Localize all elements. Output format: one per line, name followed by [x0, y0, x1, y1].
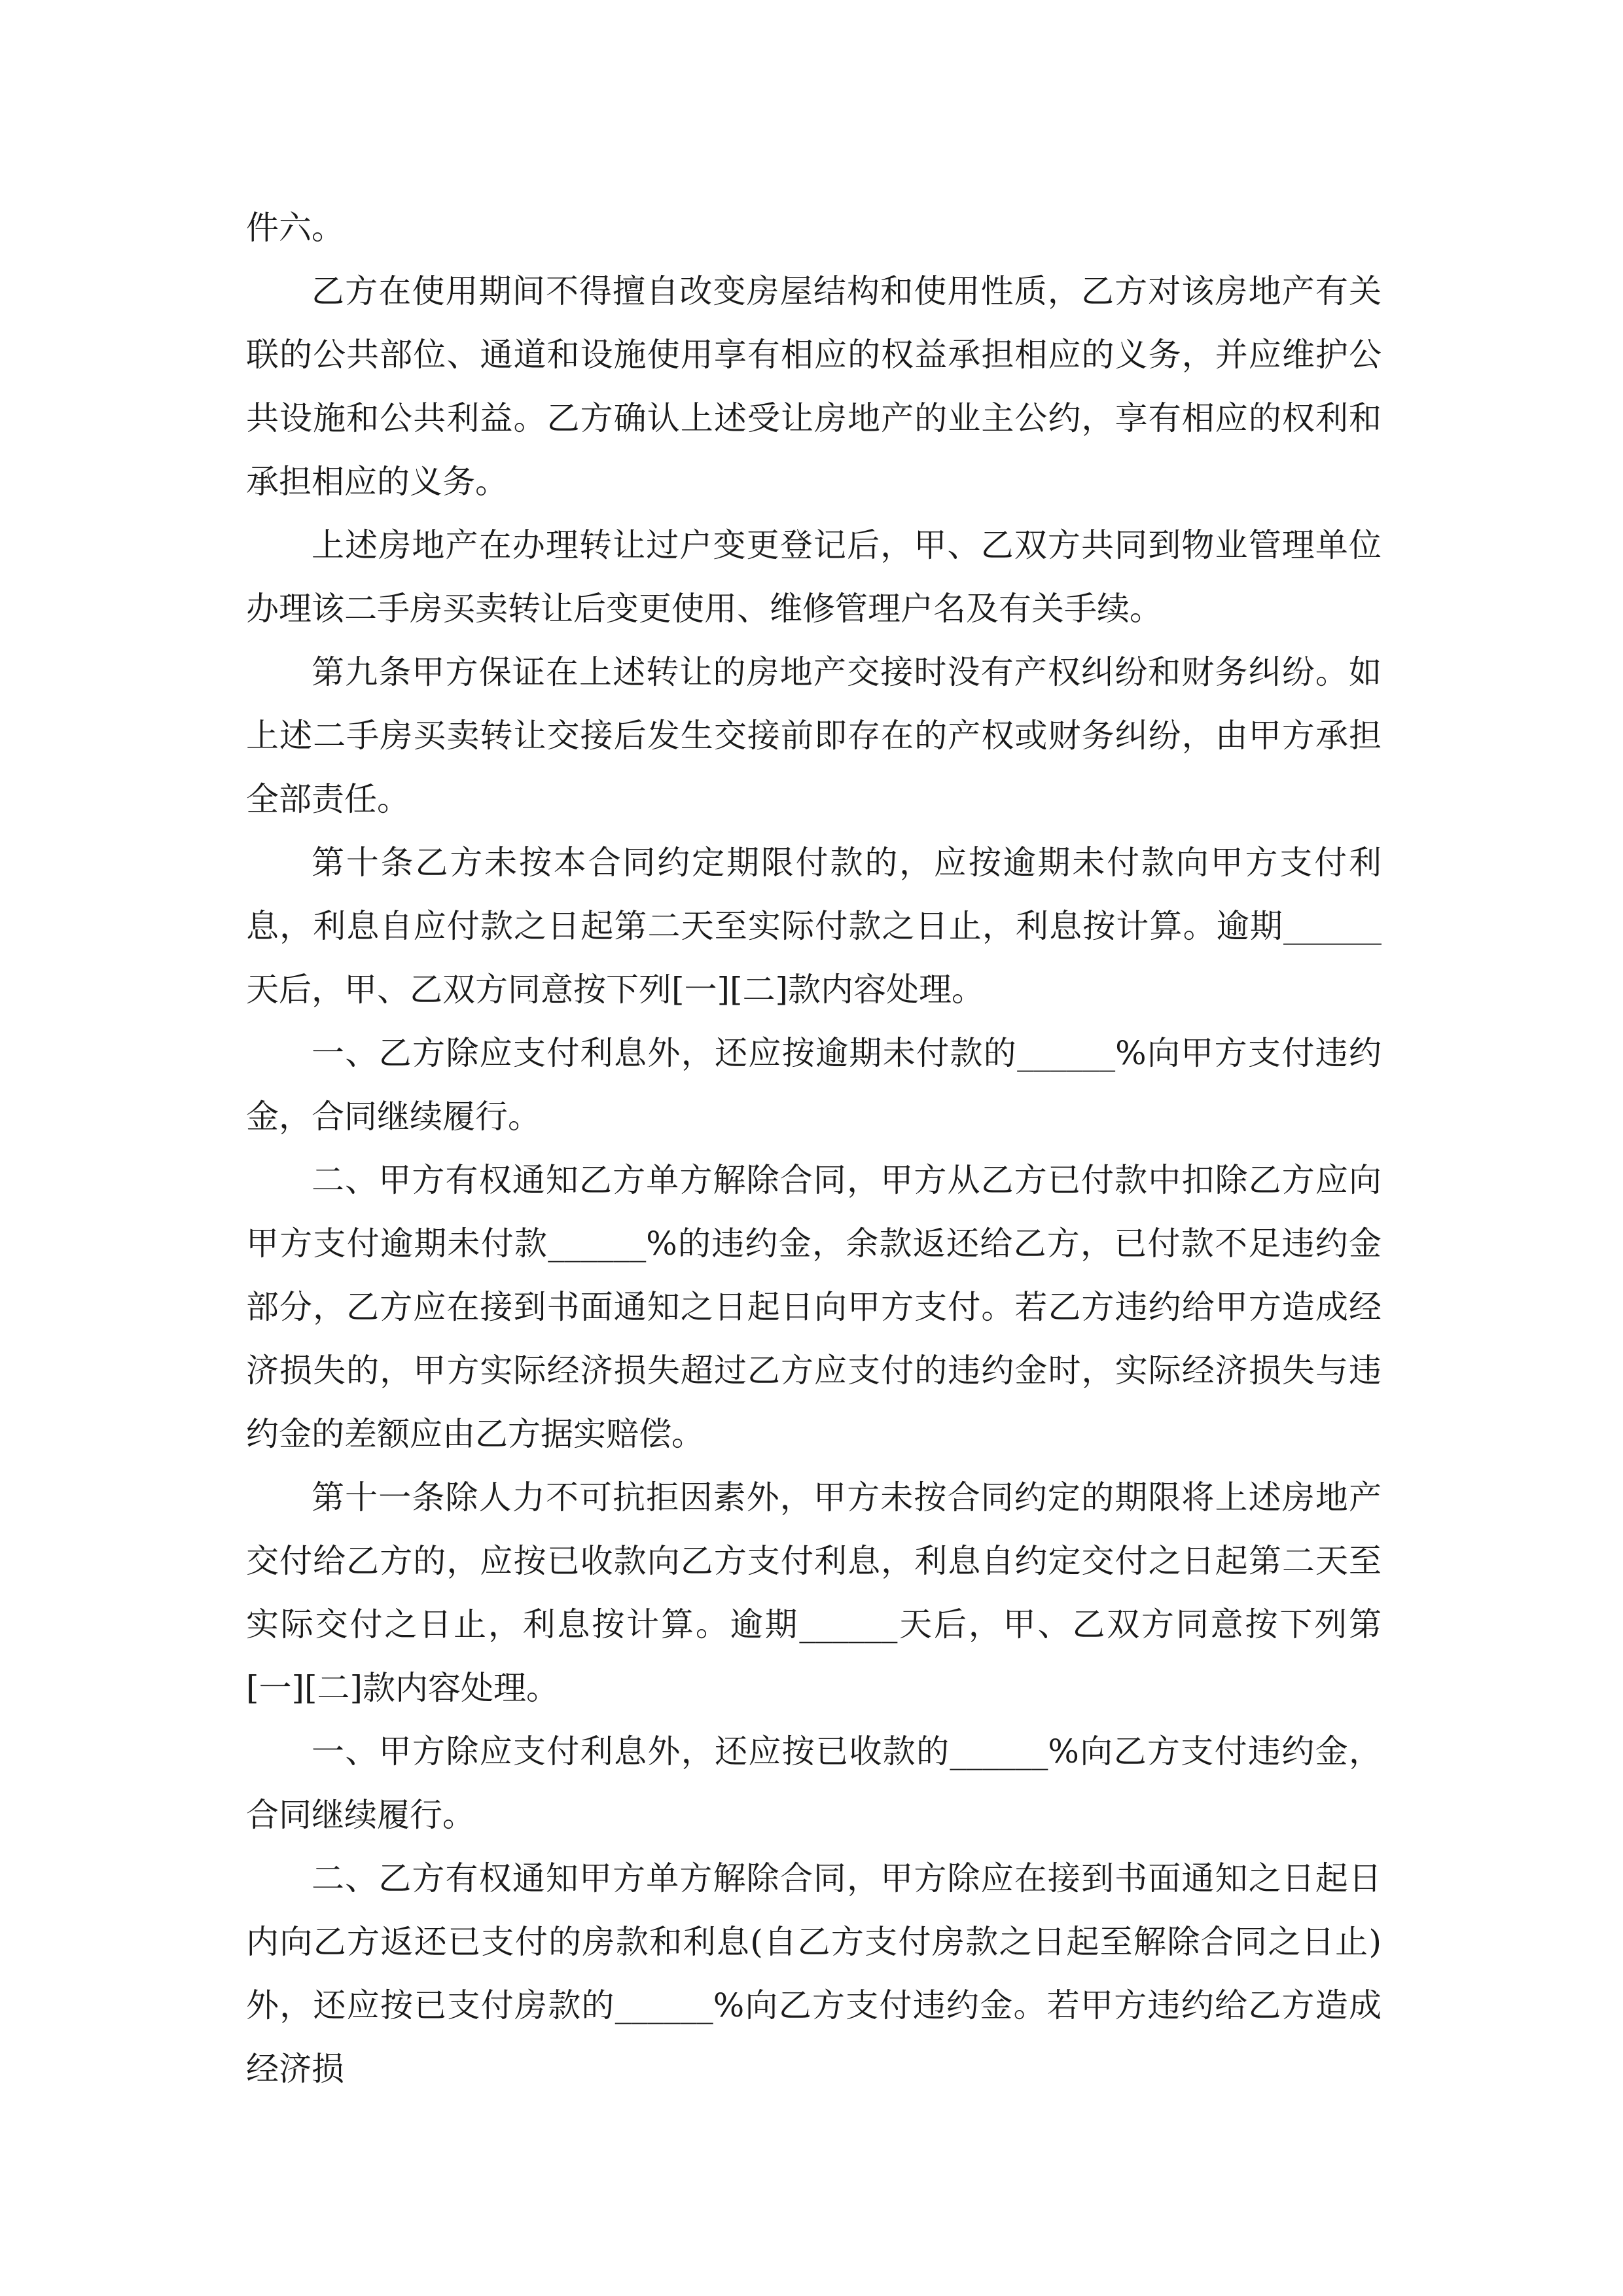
paragraph-3: 上述房地产在办理转让过户变更登记后，甲、乙双方共同到物业管理单位办理该二手房买卖转让后变更使用、维修管理户名及有关手续。 — [246, 526, 1382, 628]
paragraph-2: 乙方在使用期间不得擅自改变房屋结构和使用性质，乙方对该房地产有关联的公共部位、通道和设施使用享有相应的权益承担相应的义务，并应维护公共设施和公共利益。乙方确认上述受让房地产的业主公约，享有相应的权利和承担相应的义务。 — [246, 272, 1382, 501]
paragraph-1: 件六。 — [246, 209, 344, 247]
paragraph-6: 一、乙方除应支付利息外，还应按逾期未付款的______%向甲方支付违约金，合同继续履行。 — [246, 1034, 1382, 1136]
paragraph-7: 二、甲方有权通知乙方单方解除合同，甲方从乙方已付款中扣除乙方应向甲方支付逾期未付款______%的违约金，余款返还给乙方，已付款不足违约金部分，乙方应在接到书面通知之日起日向甲方支付。若乙方违约给甲方造成经济损失的，甲方实际经济损失超过乙方应支付的违约金时，实际经济损失与违约金的差额应由乙方据实赔偿。 — [246, 1161, 1382, 1453]
paragraph-10: 二、乙方有权通知甲方单方解除合同，甲方除应在接到书面通知之日起日内向乙方返还已支付的房款和利息(自乙方支付房款之日起至解除合同之日止)外，还应按已支付房款的______%向乙方支付违约金。若甲方违约给乙方造成经济损 — [246, 1859, 1382, 2088]
paragraph-9: 一、甲方除应支付利息外，还应按已收款的______%向乙方支付违约金，合同继续履行。 — [246, 1732, 1382, 1834]
paragraph-8: 第十一条除人力不可抗拒因素外，甲方未按合同约定的期限将上述房地产交付给乙方的，应按已收款向乙方支付利息，利息自约定交付之日起第二天至实际交付之日止，利息按计算。逾期______天后，甲、乙双方同意按下列第[一][二]款内容处理。 — [246, 1479, 1382, 1707]
paragraph-5: 第十条乙方未按本合同约定期限付款的，应按逾期未付款向甲方支付利息，利息自应付款之日起第二天至实际付款之日止，利息按计算。逾期______天后，甲、乙双方同意按下列[一][二]款内容处理。 — [246, 844, 1382, 1009]
paragraph-4: 第九条甲方保证在上述转让的房地产交接时没有产权纠纷和财务纠纷。如上述二手房买卖转让交接后发生交接前即存在的产权或财务纠纷，由甲方承担全部责任。 — [246, 653, 1382, 818]
document-body — [246, 196, 1382, 2101]
